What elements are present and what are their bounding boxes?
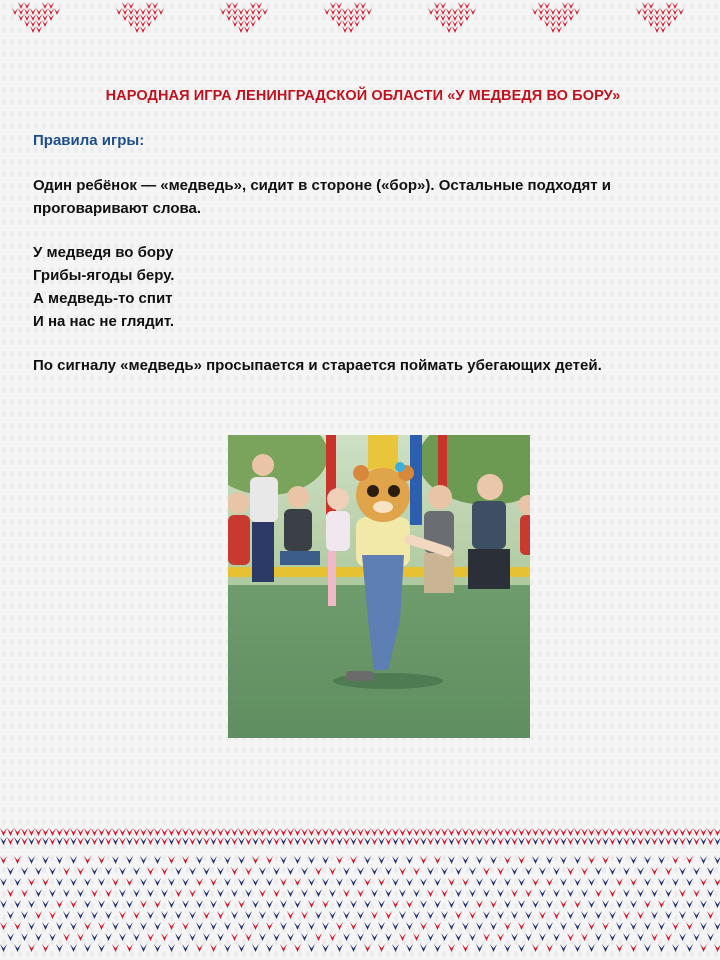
knit-hearts-top-pattern — [0, 0, 720, 40]
page-title: НАРОДНАЯ ИГРА ЛЕНИНГРАДСКОЙ ОБЛАСТИ «У МЕДВЕДЯ ВО БОРУ» — [105, 88, 621, 104]
poem-line: И на нас не глядит. — [33, 313, 175, 330]
bottom-knit-border — [0, 824, 720, 960]
poem-line: Грибы-ягоды беру. — [33, 267, 175, 284]
poem-line: А медведь-то спит — [33, 290, 173, 307]
rules-signal-text: По сигналу «медведь» просыпается и старается поймать убегающих детей. — [33, 357, 602, 374]
photo-illustration — [228, 435, 530, 738]
rules-heading: Правила игры: — [33, 132, 145, 149]
knit-heart-rows-pattern — [0, 824, 720, 960]
poem-line: У медведя во бору — [33, 244, 174, 261]
rules-intro-text: Один ребёнок — «медведь», сидит в стороне («бор»). Остальные подходят и проговаривают слова. — [33, 177, 612, 217]
children-playing-photo — [228, 435, 530, 738]
top-knit-border — [0, 0, 720, 40]
rhyme-poem — [33, 241, 683, 333]
